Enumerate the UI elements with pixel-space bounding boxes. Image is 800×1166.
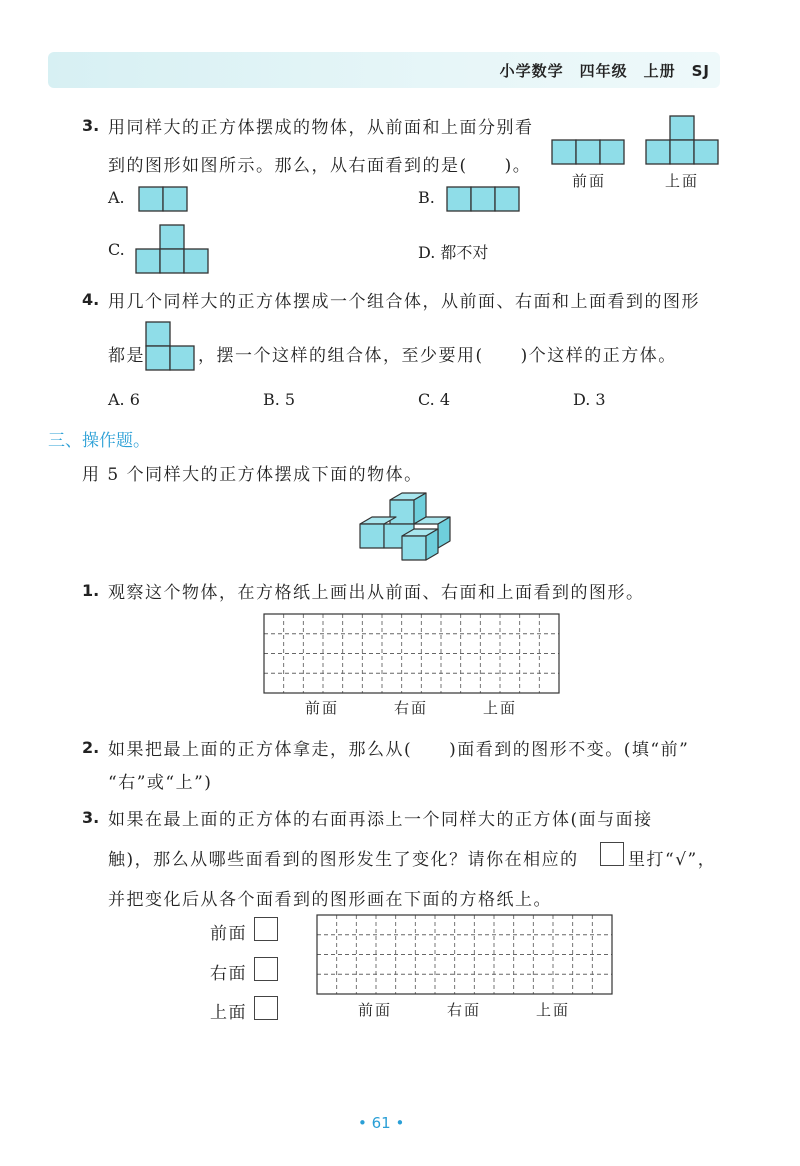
p3-check-front[interactable] (254, 917, 278, 941)
q3-line2: 到的图形如图所示。那么，从右面看到的是( )。 (108, 156, 532, 176)
p3-grid[interactable] (316, 914, 614, 996)
q3-front-cell (576, 140, 600, 164)
intro-text: 用 5 个同样大的正方体摆成下面的物体。 (82, 465, 423, 485)
inline-checkbox-sample (600, 842, 624, 866)
p3-grid-label-front: 前面 (358, 1001, 393, 1019)
q3-top-cell (670, 140, 694, 164)
q4-figure (144, 320, 198, 374)
p3-check-label-right: 右面 (210, 964, 247, 984)
q3-option-b[interactable]: B. (418, 188, 435, 207)
q3-option-d[interactable]: D. 都不对 (418, 243, 489, 262)
p3-grid-label-top: 上面 (536, 1001, 571, 1019)
q4-option-c[interactable]: C. 4 (418, 390, 451, 409)
p3-check-label-front: 前面 (210, 924, 247, 944)
q3-number: 3. (82, 116, 100, 135)
q3-option-a-figure (136, 184, 192, 214)
p1-number: 1. (82, 581, 100, 600)
p2-line1: 如果把最上面的正方体拿走，那么从( )面看到的图形不变。(填“前” (108, 740, 690, 760)
q4-option-d[interactable]: D. 3 (573, 390, 606, 409)
p3-check-right[interactable] (254, 957, 278, 981)
p1-grid[interactable] (263, 613, 561, 695)
q3-option-b-figure (444, 184, 524, 214)
cube-object-figure (352, 490, 462, 570)
q3-option-c[interactable]: C. (108, 240, 125, 259)
p2-line2: “右”或“上”) (108, 773, 213, 793)
p3-line2-pre: 触)，那么从哪些面看到的图形发生了变化？请你在相应的 (108, 850, 579, 870)
header-title: 小学数学 四年级 上册 SJ (499, 62, 710, 80)
q3-front-cell (600, 140, 624, 164)
p3-line3: 并把变化后从各个面看到的图形画在下面的方格纸上。 (108, 890, 552, 910)
p2-number: 2. (82, 738, 100, 757)
section-title: 三、操作题。 (48, 431, 150, 451)
q3-option-a[interactable]: A. (108, 188, 125, 207)
q4-option-b[interactable]: B. 5 (263, 390, 296, 409)
page-number: • 61 • (358, 1114, 405, 1132)
p3-line2-post: 里打“√”， (628, 850, 717, 870)
p1-label-right: 右面 (394, 699, 429, 717)
q4-option-a[interactable]: A. 6 (108, 390, 140, 409)
q3-front-label: 前面 (572, 172, 607, 190)
q3-top-cell (646, 140, 670, 164)
p1-text: 观察这个物体，在方格纸上画出从前面、右面和上面看到的图形。 (108, 583, 645, 603)
q4-line2-pre: 都是 (108, 346, 145, 366)
q3-top-cell (670, 116, 694, 140)
q3-option-c-figure (133, 222, 213, 276)
q3-line1: 用同样大的正方体摆成的物体，从前面和上面分别看 (108, 118, 534, 138)
p3-grid-label-right: 右面 (447, 1001, 482, 1019)
q4-number: 4. (82, 290, 100, 309)
p3-number: 3. (82, 808, 100, 827)
p1-label-top: 上面 (483, 699, 518, 717)
p1-label-front: 前面 (305, 699, 340, 717)
q3-top-cell (694, 140, 718, 164)
q4-line1: 用几个同样大的正方体摆成一个组合体，从前面、右面和上面看到的图形 (108, 292, 700, 312)
p3-check-label-top: 上面 (210, 1003, 247, 1023)
p3-check-top[interactable] (254, 996, 278, 1020)
q4-line2-post: ，摆一个这样的组合体，至少要用( )个这样的正方体。 (198, 346, 677, 366)
p3-line1: 如果在最上面的正方体的右面再添上一个同样大的正方体(面与面接 (108, 810, 653, 830)
q3-front-cell (552, 140, 576, 164)
q3-top-label: 上面 (665, 172, 700, 190)
